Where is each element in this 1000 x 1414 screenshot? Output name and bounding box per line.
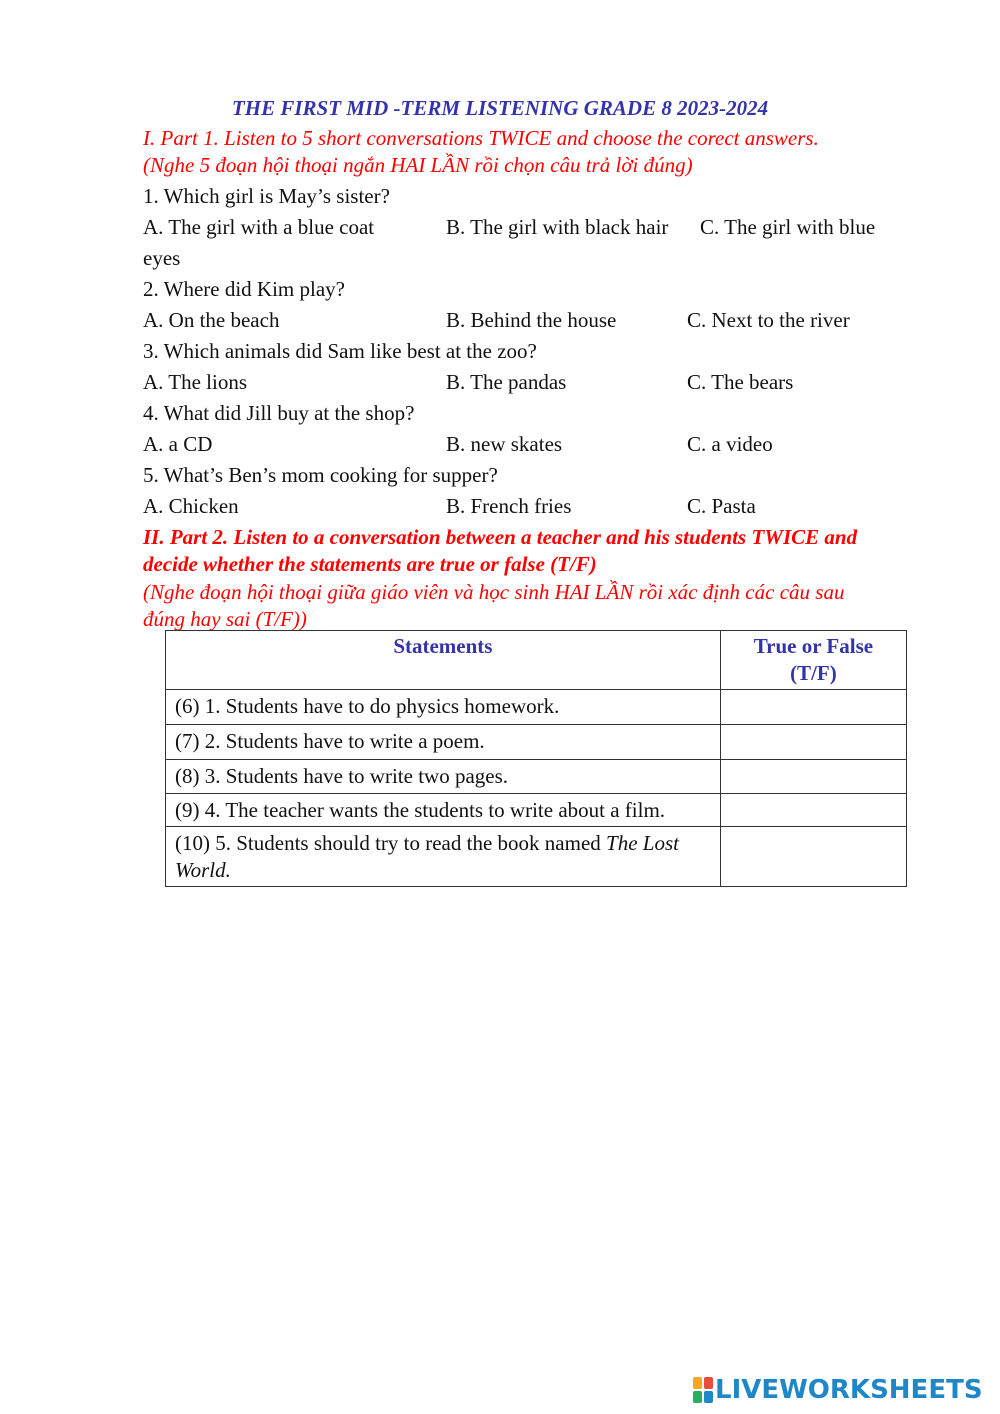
logo-square-green bbox=[693, 1391, 702, 1403]
table-header-row bbox=[166, 631, 907, 690]
part2-heading-line1: II. Part 2. Listen to a conversation between a teacher and his students TWICE and bbox=[143, 525, 858, 549]
statement-text: (10) 5. Students should try to read the book named bbox=[175, 831, 607, 855]
q5-option-a[interactable]: A. Chicken bbox=[143, 494, 239, 518]
q2-option-b[interactable]: B. Behind the house bbox=[446, 308, 617, 332]
table-row bbox=[166, 690, 907, 725]
statements-header: Statements bbox=[166, 631, 721, 690]
liveworksheets-logo[interactable] bbox=[693, 1375, 983, 1405]
statement-cell: (6) 1. Students have to do physics homework. bbox=[166, 690, 721, 725]
page-title: THE FIRST MID -TERM LISTENING GRADE 8 2023-2024 bbox=[231, 96, 769, 120]
q4-option-b[interactable]: B. new skates bbox=[446, 432, 563, 456]
logo-square-blue bbox=[704, 1391, 713, 1403]
statement-cell: (8) 3. Students have to write two pages. bbox=[166, 760, 721, 794]
question-1: 1. Which girl is May’s sister? bbox=[143, 184, 390, 208]
logo-text: LIVEWORKSHEETS bbox=[715, 1375, 983, 1405]
answer-cell[interactable] bbox=[720, 794, 906, 827]
part1-heading-vi: (Nghe 5 đoạn hội thoại ngắn HAI LẦN rồi chọn câu trả lời đúng) bbox=[143, 153, 693, 177]
true-false-header: True or False (T/F) bbox=[720, 631, 906, 690]
q3-option-a[interactable]: A. The lions bbox=[143, 370, 248, 394]
statement-cell: (7) 2. Students have to write a poem. bbox=[166, 725, 721, 760]
answer-cell[interactable] bbox=[720, 827, 906, 887]
book-title: The Lost World. bbox=[175, 831, 679, 882]
table-row bbox=[166, 827, 907, 887]
q5-option-b[interactable]: B. French fries bbox=[446, 494, 572, 518]
logo-square-orange bbox=[693, 1377, 702, 1389]
table-row bbox=[166, 725, 907, 760]
answer-cell[interactable] bbox=[720, 690, 906, 725]
part2-heading-vi-line2: đúng hay sai (T/F)) bbox=[143, 607, 307, 631]
q5-option-c[interactable]: C. Pasta bbox=[687, 494, 756, 518]
table-row bbox=[166, 794, 907, 827]
true-false-table bbox=[165, 630, 907, 887]
q2-option-a[interactable]: A. On the beach bbox=[143, 308, 280, 332]
statement-cell bbox=[166, 827, 721, 887]
q1-option-c[interactable]: C. The girl with blue bbox=[700, 215, 876, 239]
q1-option-a[interactable]: A. The girl with a blue coat bbox=[143, 215, 375, 239]
question-2: 2. Where did Kim play? bbox=[143, 277, 345, 301]
q3-option-b[interactable]: B. The pandas bbox=[446, 370, 567, 394]
part2-heading-line2: decide whether the statements are true or false (T/F) bbox=[143, 552, 597, 576]
liveworksheets-logo-icon bbox=[693, 1377, 713, 1403]
logo-square-red bbox=[704, 1377, 713, 1389]
q1-option-c-wrap[interactable]: eyes bbox=[143, 246, 181, 270]
table-row bbox=[166, 760, 907, 794]
answer-cell[interactable] bbox=[720, 725, 906, 760]
question-5: 5. What’s Ben’s mom cooking for supper? bbox=[143, 463, 498, 487]
question-4: 4. What did Jill buy at the shop? bbox=[143, 401, 415, 425]
q4-option-a[interactable]: A. a CD bbox=[143, 432, 213, 456]
q2-option-c[interactable]: C. Next to the river bbox=[687, 308, 850, 332]
question-3: 3. Which animals did Sam like best at the zoo? bbox=[143, 339, 537, 363]
part2-heading-vi-line1: (Nghe đoạn hội thoại giữa giáo viên và học sinh HAI LẦN rồi xác định các câu sau bbox=[143, 580, 845, 604]
q4-option-c[interactable]: C. a video bbox=[687, 432, 773, 456]
q3-option-c[interactable]: C. The bears bbox=[687, 370, 794, 394]
q1-option-b[interactable]: B. The girl with black hair bbox=[446, 215, 669, 239]
part1-heading: I. Part 1. Listen to 5 short conversations TWICE and choose the corect answers. bbox=[143, 126, 819, 150]
answer-cell[interactable] bbox=[720, 760, 906, 794]
statement-cell: (9) 4. The teacher wants the students to write about a film. bbox=[166, 794, 721, 827]
